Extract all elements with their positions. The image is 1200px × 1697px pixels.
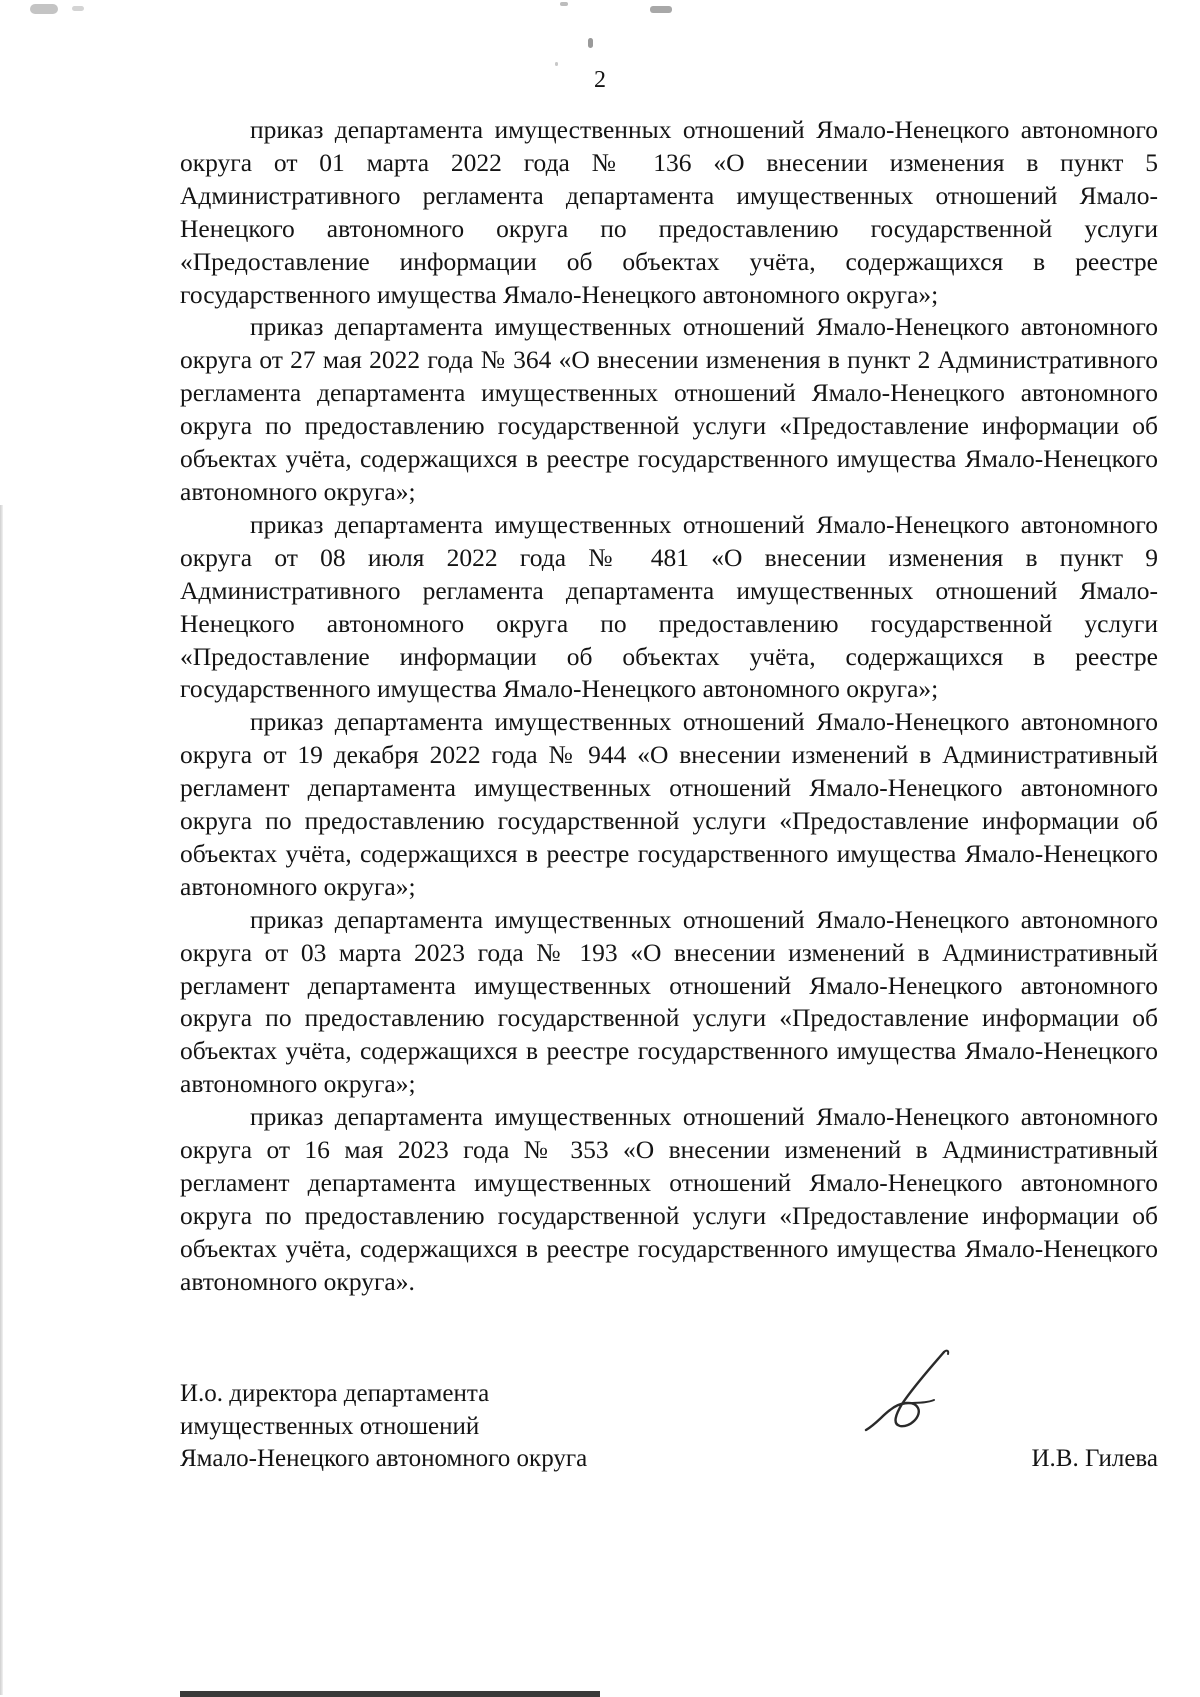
order-paragraph: приказ департамента имущественных отношений Ямало-Ненецкого автономного округа от 08 июля 2022 года № 481 «О внесении изменения в пункт 9 Административного регламента департамента имущественных отношений Ямало-Ненецкого автономного округа по предоставлению государственной услуги «Предоставление информации об объектах учёта, содержащихся в реестре государственного имущества Ямало-Ненецкого автономного округа»; bbox=[180, 509, 1158, 704]
scan-artifact bbox=[560, 2, 568, 6]
order-paragraph: приказ департамента имущественных отношений Ямало-Ненецкого автономного округа от 16 мая 2023 года № 353 «О внесении изменений в Административный регламент департамента имущественных отношений Ямало-Ненецкого автономного округа по предоставлению государственной услуги «Предоставление информации об объектах учёта, содержащихся в реестре государственного имущества Ямало-Ненецкого автономного округа». bbox=[180, 1102, 1158, 1296]
scan-artifact bbox=[30, 4, 58, 14]
order-paragraph: приказ департамента имущественных отношений Ямало-Ненецкого автономного округа от 03 марта 2023 года № 193 «О внесении изменений в Административный регламент департамента имущественных отношений Ямало-Ненецкого автономного округа по предоставлению государственной услуги «Предоставление информации об объектах учёта, содержащихся в реестре государственного имущества Ямало-Ненецкого автономного округа»; bbox=[180, 904, 1158, 1099]
handwritten-signature bbox=[852, 1344, 962, 1444]
page-number: 2 bbox=[594, 67, 606, 93]
signature-block bbox=[180, 1378, 1158, 1488]
document-body bbox=[180, 114, 1158, 1299]
scan-edge-shadow bbox=[0, 505, 3, 1695]
scan-artifact bbox=[650, 6, 672, 13]
order-paragraph: приказ департамента имущественных отношений Ямало-Ненецкого автономного округа от 27 мая 2022 года № 364 «О внесении изменения в пункт 2 Административного регламента департамента имущественных отношений Ямало-Ненецкого автономного округа по предоставлению государственной услуги «Предоставление информации об объектах учёта, содержащихся в реестре государственного имущества Ямало-Ненецкого автономного округа»; bbox=[180, 312, 1158, 506]
order-paragraph: приказ департамента имущественных отношений Ямало-Ненецкого автономного округа от 01 марта 2022 года № 136 «О внесении изменения в пункт 5 Административного регламента департамента имущественных отношений Ямало-Ненецкого автономного округа по предоставлению государственной услуги «Предоставление информации об объектах учёта, содержащихся в реестре государственного имущества Ямало-Ненецкого автономного округа»; bbox=[180, 115, 1158, 309]
order-paragraph: приказ департамента имущественных отношений Ямало-Ненецкого автономного округа от 19 декабря 2022 года № 944 «О внесении изменений в Административный регламент департамента имущественных отношений Ямало-Ненецкого автономного округа по предоставлению государственной услуги «Предоставление информации об объектах учёта, содержащихся в реестре государственного имущества Ямало-Ненецкого автономного округа»; bbox=[180, 707, 1158, 901]
scan-edge-shadow bbox=[180, 1691, 600, 1697]
signatory-name: И.В. Гилева bbox=[1031, 1445, 1158, 1472]
signatory-position: И.о. директора департамента имущественных отношений Ямало-Ненецкого автономного округа bbox=[180, 1380, 588, 1472]
scan-artifact bbox=[72, 6, 84, 11]
scan-artifact bbox=[588, 38, 593, 48]
